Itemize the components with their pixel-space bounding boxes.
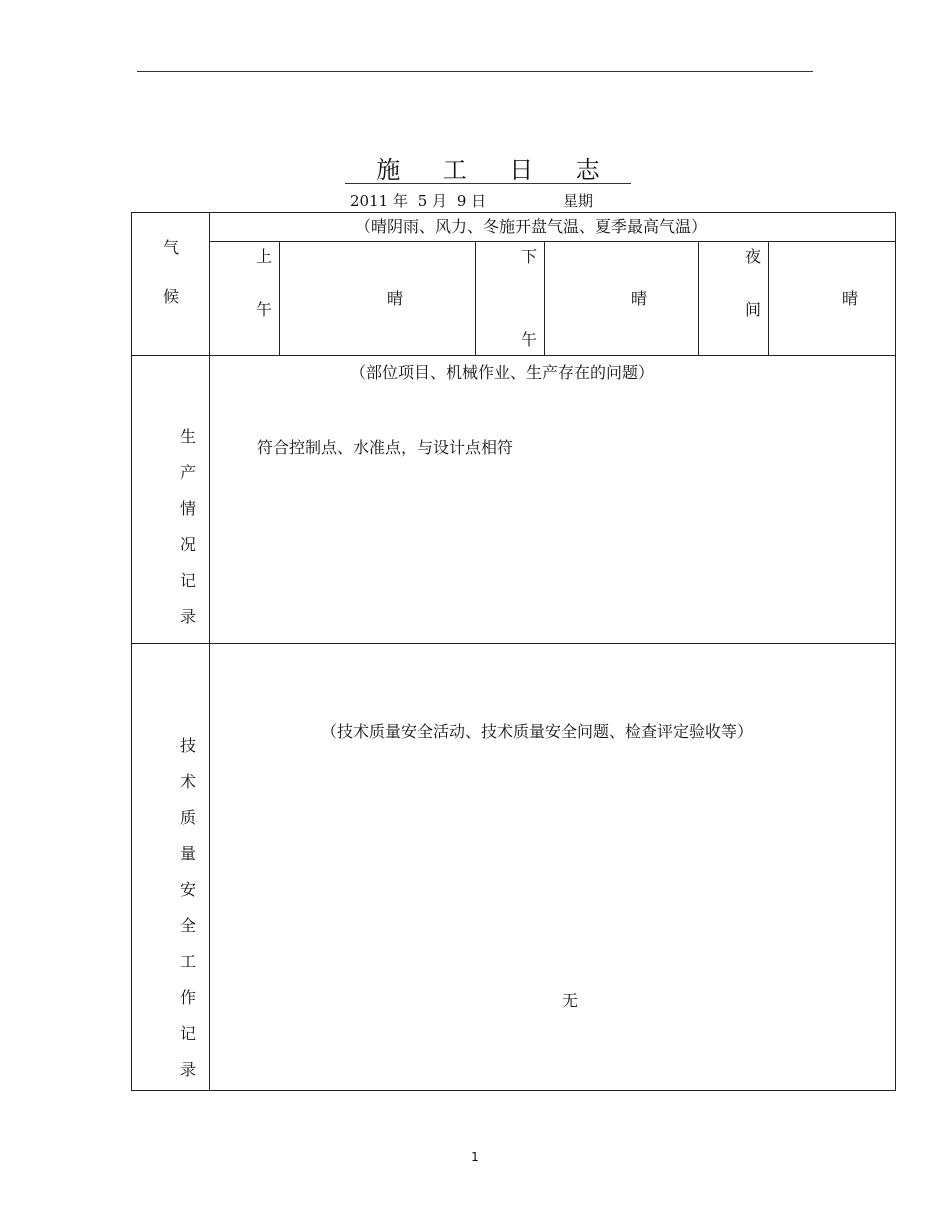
technical-label-char: 量 (180, 844, 197, 863)
page-number: 1 (471, 1150, 479, 1164)
technical-label-char: 术 (180, 772, 197, 791)
night-weather: 晴 (842, 289, 859, 308)
weather-cell-divider (698, 241, 699, 355)
production-row-divider (131, 643, 896, 644)
technical-label-char: 技 (180, 736, 197, 755)
technical-content: 无 (562, 991, 579, 1010)
technical-hint: （技术质量安全活动、技术质量安全问题、检查评定验收等） (321, 722, 754, 741)
title-char: 工 (442, 156, 467, 184)
weather-label-char: 候 (163, 287, 180, 306)
weather-cell-divider (544, 241, 545, 355)
production-label-char: 情 (180, 499, 197, 518)
production-label (180, 424, 196, 627)
technical-label-char: 安 (180, 880, 197, 899)
afternoon-label-char: 下 (521, 247, 538, 266)
technical-label-char: 质 (180, 808, 197, 827)
production-label-char: 记 (180, 571, 197, 590)
technical-label-char: 工 (180, 952, 197, 971)
weather-hint-divider (209, 241, 896, 242)
title-char: 施 (376, 156, 401, 184)
weather-cell-divider (475, 241, 476, 355)
technical-label-char: 记 (180, 1024, 197, 1043)
afternoon-weather: 晴 (631, 289, 648, 308)
weather-hint: （晴阴雨、风力、冬施开盘气温、夏季最高气温） (355, 217, 708, 236)
technical-label (180, 733, 196, 1080)
title-char: 日 (509, 156, 534, 184)
production-label-char: 录 (180, 607, 197, 626)
morning-label-char: 上 (256, 247, 273, 266)
date-line (350, 190, 486, 211)
technical-label-char: 全 (180, 916, 197, 935)
production-label-char: 产 (180, 463, 197, 482)
production-hint: （部位项目、机械作业、生产存在的问题） (350, 363, 655, 382)
night-label-char: 夜 (745, 247, 762, 266)
night-label-char: 间 (745, 300, 762, 319)
technical-label-char: 作 (180, 988, 197, 1007)
morning-weather: 晴 (387, 289, 404, 308)
log-table (131, 212, 896, 1091)
date-day: 9 日 (456, 192, 487, 210)
weather-cell-divider (279, 241, 280, 355)
production-label-char: 况 (180, 535, 197, 554)
weather-row-divider (131, 355, 896, 356)
document-title (345, 152, 631, 184)
date-year: 2011 年 (350, 192, 408, 210)
label-column-divider (209, 212, 210, 1091)
afternoon-label-char: 午 (521, 330, 538, 349)
title-char: 志 (575, 156, 600, 184)
weather-cell-divider (768, 241, 769, 355)
production-content: 符合控制点、水准点，与设计点相符 (257, 438, 514, 457)
date-month: 5 月 (417, 192, 448, 210)
morning-label-char: 午 (256, 300, 273, 319)
weather-label-char: 气 (163, 238, 180, 257)
header-rule (137, 71, 813, 72)
technical-label-char: 录 (180, 1060, 197, 1079)
weekday-label: 星期 (563, 192, 594, 210)
production-label-char: 生 (180, 427, 197, 446)
